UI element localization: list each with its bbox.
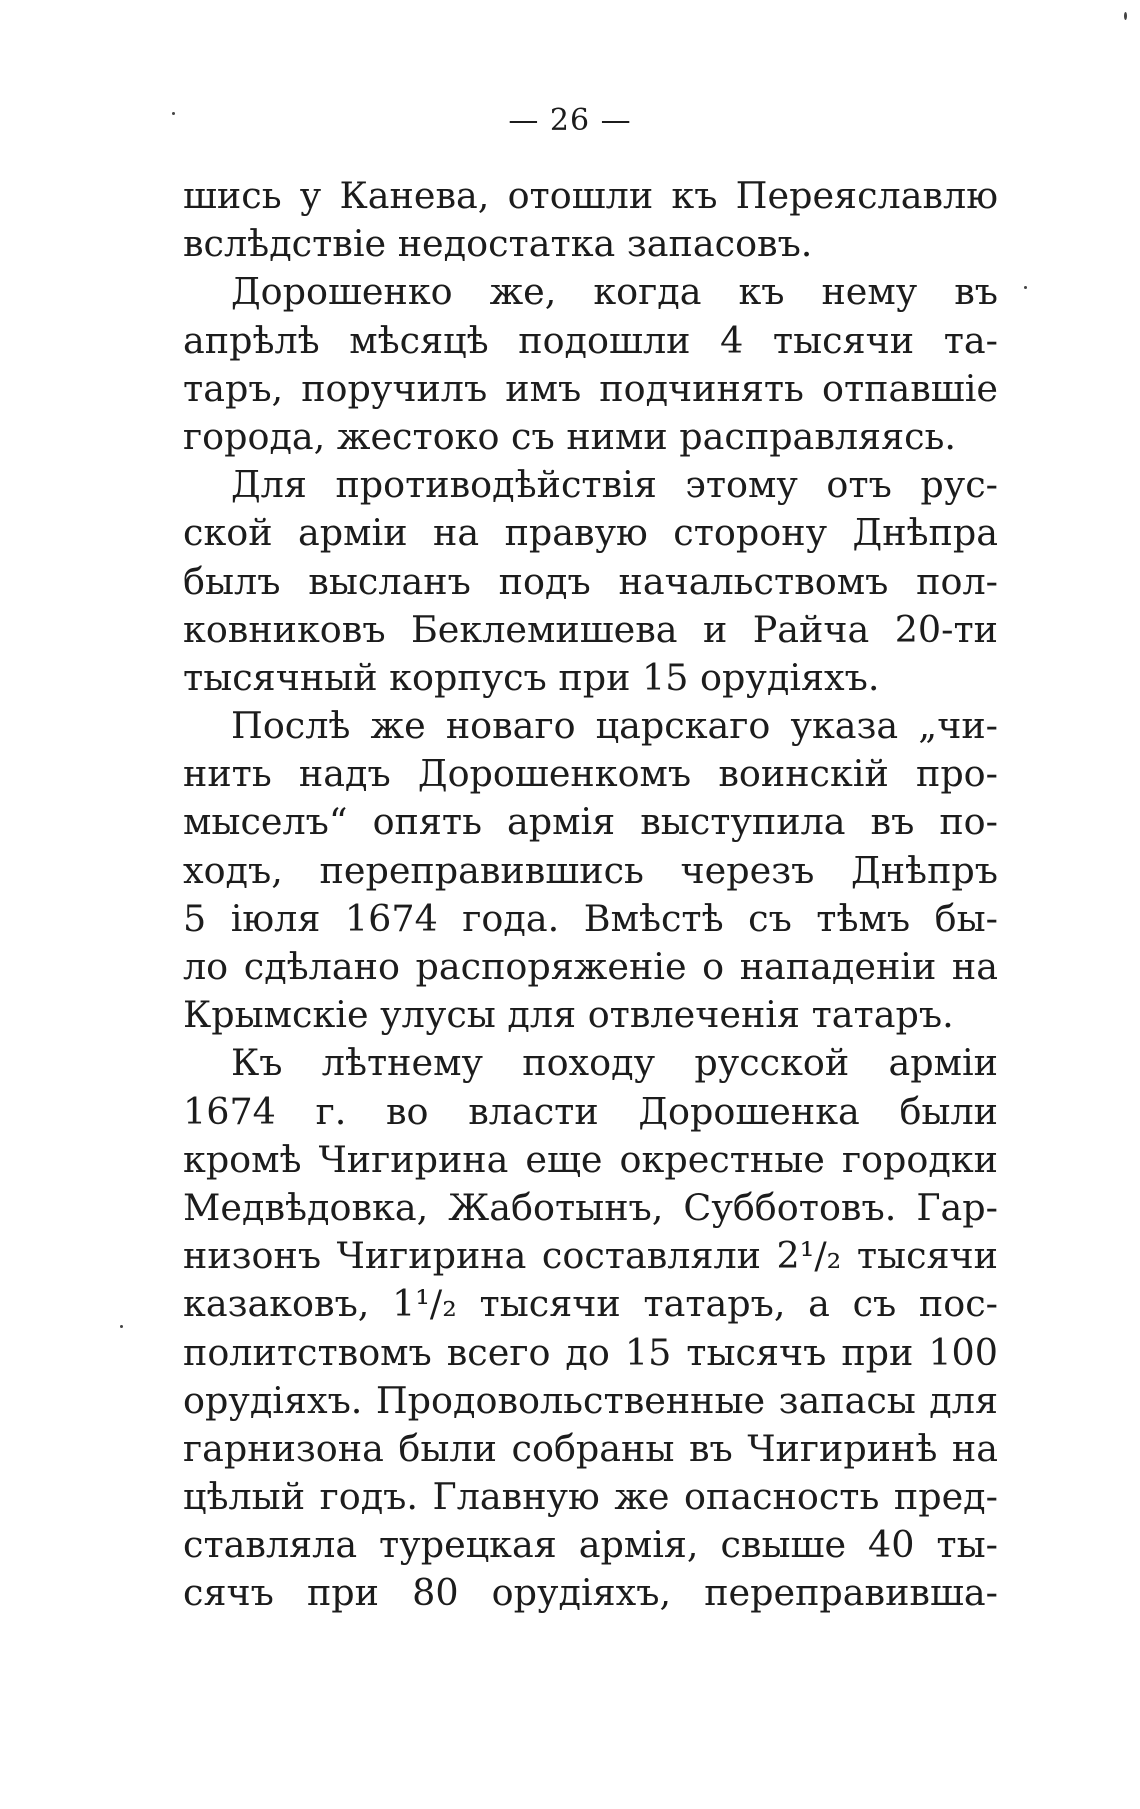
text-line: Медвѣдовка, Жаботынъ, Субботовъ. Гар- [183, 1185, 998, 1229]
text-line: орудіяхъ. Продовольственные запасы для [183, 1378, 998, 1422]
scan-speck [172, 112, 175, 115]
text-line: таръ, поручилъ имъ подчинять отпавшіе [183, 366, 998, 410]
text-line: вслѣдствіе недостатка запасовъ. [183, 222, 813, 266]
text-line: шись у Канева, отошли къ Переяславлю [183, 174, 998, 217]
text-line: ходъ, переправившись черезъ Днѣпръ [183, 848, 998, 892]
text-line: ставляла турецкая армія, свыше 40 ты- [183, 1523, 998, 1567]
text-line: ской арміи на правую сторону Днѣпра [183, 511, 998, 555]
text-line: Для противодѣйствія этому отъ рус- [231, 463, 998, 507]
scan-speck [1124, 12, 1127, 20]
text-line: былъ высланъ подъ начальствомъ пол- [183, 559, 998, 603]
text-line: тысячный корпусъ при 15 орудіяхъ. [183, 655, 880, 699]
text-line: 1674 г. во власти Дорошенка были [183, 1089, 998, 1133]
text-line: казаковъ, 1¹/₂ тысячи татаръ, а съ пос- [183, 1282, 998, 1326]
text-line: нить надъ Дорошенкомъ воинскій про- [183, 752, 998, 796]
scan-speck [1024, 286, 1027, 289]
text-line: сячъ при 80 орудіяхъ, переправивша- [183, 1571, 998, 1615]
text-line: Послѣ же новаго царскаго указа „чи- [231, 704, 998, 748]
text-line: 5 іюля 1674 года. Вмѣстѣ съ тѣмъ бы- [183, 896, 998, 940]
text-line: мыселъ“ опять армія выступила въ по- [183, 800, 998, 844]
text-line: города, жестоко съ ними расправляясь. [183, 414, 957, 458]
text-line: апрѣлѣ мѣсяцѣ подошли 4 тысячи та- [183, 318, 998, 362]
text-line: цѣлый годъ. Главную же опасность пред- [183, 1475, 998, 1519]
text-line: низонъ Чигирина составляли 2¹/₂ тысячи [183, 1234, 998, 1278]
text-line: ло сдѣлано распоряженіе о нападеніи на [183, 945, 998, 988]
text-line: гарнизона были собраны въ Чигиринѣ на [183, 1426, 998, 1470]
text-line: Дорошенко же, когда къ нему въ [231, 270, 998, 314]
text-line: Къ лѣтнему походу русской арміи [231, 1041, 998, 1085]
body-text [183, 172, 998, 1618]
text-line: политствомъ всего до 15 тысячъ при 100 [183, 1330, 998, 1374]
text-line: кромѣ Чигирина еще окрестные городки [183, 1137, 998, 1181]
scan-speck [120, 1325, 123, 1328]
text-line: Крымскіе улусы для отвлеченія татаръ. [183, 993, 954, 1037]
page-number: — 26 — [508, 103, 632, 138]
text-line: ковниковъ Беклемишева и Райча 20-ти [183, 607, 998, 651]
